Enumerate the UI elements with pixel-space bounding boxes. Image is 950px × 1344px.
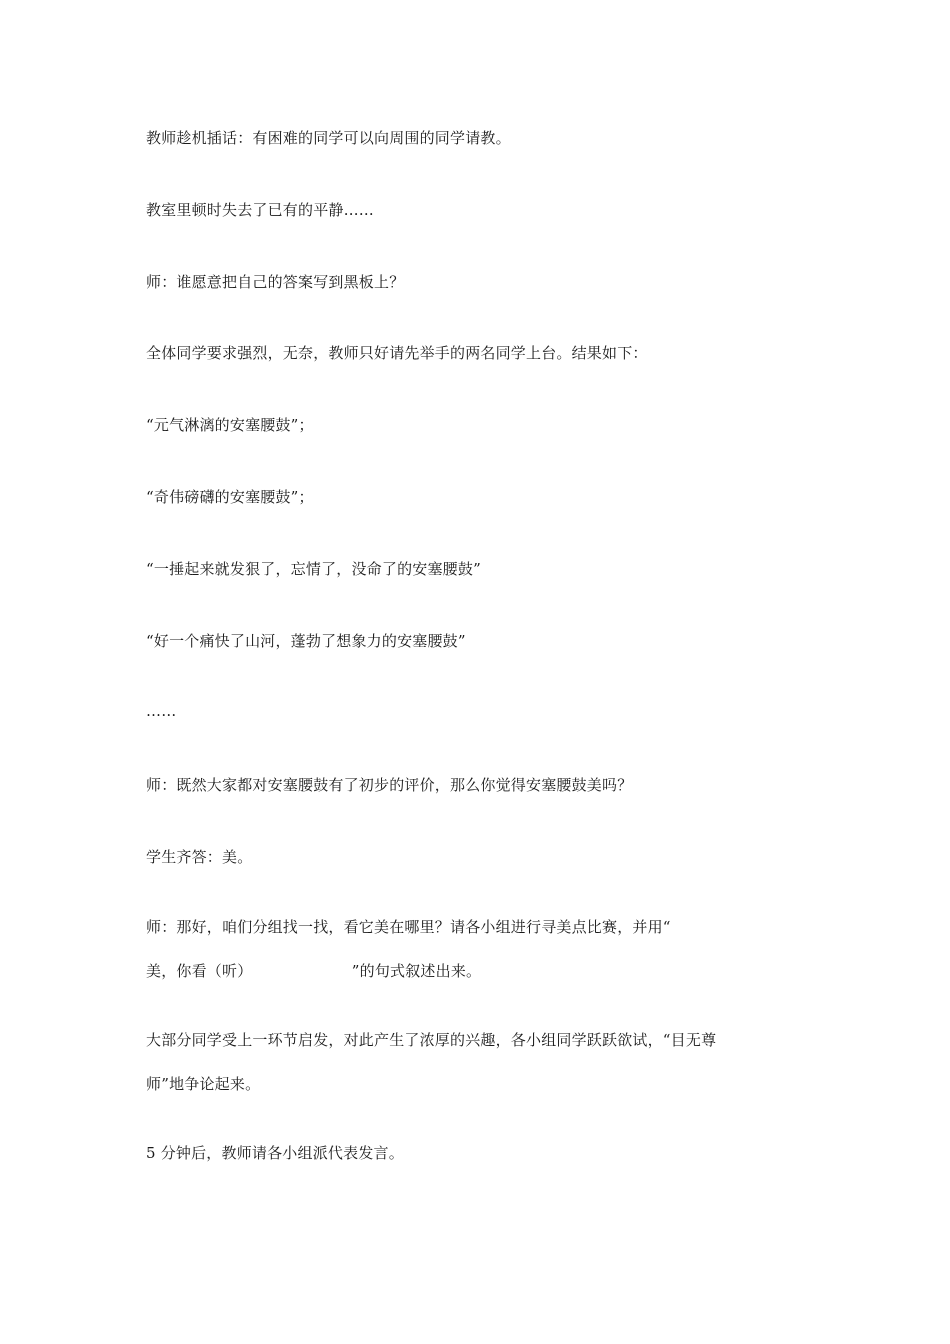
paragraph-teacher-interjection: 教师趁机插话：有困难的同学可以向周围的同学请教。 [146, 129, 511, 147]
paragraph-students-discuss-line-2: 师”地争论起来。 [146, 1075, 261, 1093]
paragraph-group-task-line-1: 师：那好，咱们分组找一找，看它美在哪里？请各小组进行寻美点比赛，并用“ [146, 918, 671, 936]
answer-line-3: “一捶起来就发狠了，忘情了，没命了的安塞腰鼓” [146, 560, 481, 578]
answer-line-2: “奇伟磅礴的安塞腰鼓”； [146, 488, 314, 506]
paragraph-group-task-line-2: 美，你看（听） ”的句式叙述出来。 [146, 962, 482, 980]
answer-line-4: “好一个痛快了山河，蓬勃了想象力的安塞腰鼓” [146, 632, 466, 650]
paragraph-five-minutes-later: 5 分钟后，教师请各小组派代表发言。 [146, 1144, 404, 1162]
paragraph-classroom-calm-lost: 教室里顿时失去了已有的平静…… [146, 201, 375, 219]
paragraph-students-discuss-line-1: 大部分同学受上一环节启发，对此产生了浓厚的兴趣，各小组同学跃跃欲试，“目无尊 [146, 1031, 717, 1049]
paragraph-teacher-asks-beauty: 师：既然大家都对安塞腰鼓有了初步的评价，那么你觉得安塞腰鼓美吗？ [146, 776, 633, 794]
paragraph-teacher-question-blackboard: 师：谁愿意把自己的答案写到黑板上？ [146, 273, 405, 291]
paragraph-students-go-up: 全体同学要求强烈，无奈，教师只好请先举手的两名同学上台。结果如下： [146, 344, 648, 362]
paragraph-students-answer: 学生齐答：美。 [146, 848, 253, 866]
answer-line-1: “元气淋漓的安塞腰鼓”； [146, 416, 314, 434]
ellipsis-line: …… [146, 702, 177, 720]
